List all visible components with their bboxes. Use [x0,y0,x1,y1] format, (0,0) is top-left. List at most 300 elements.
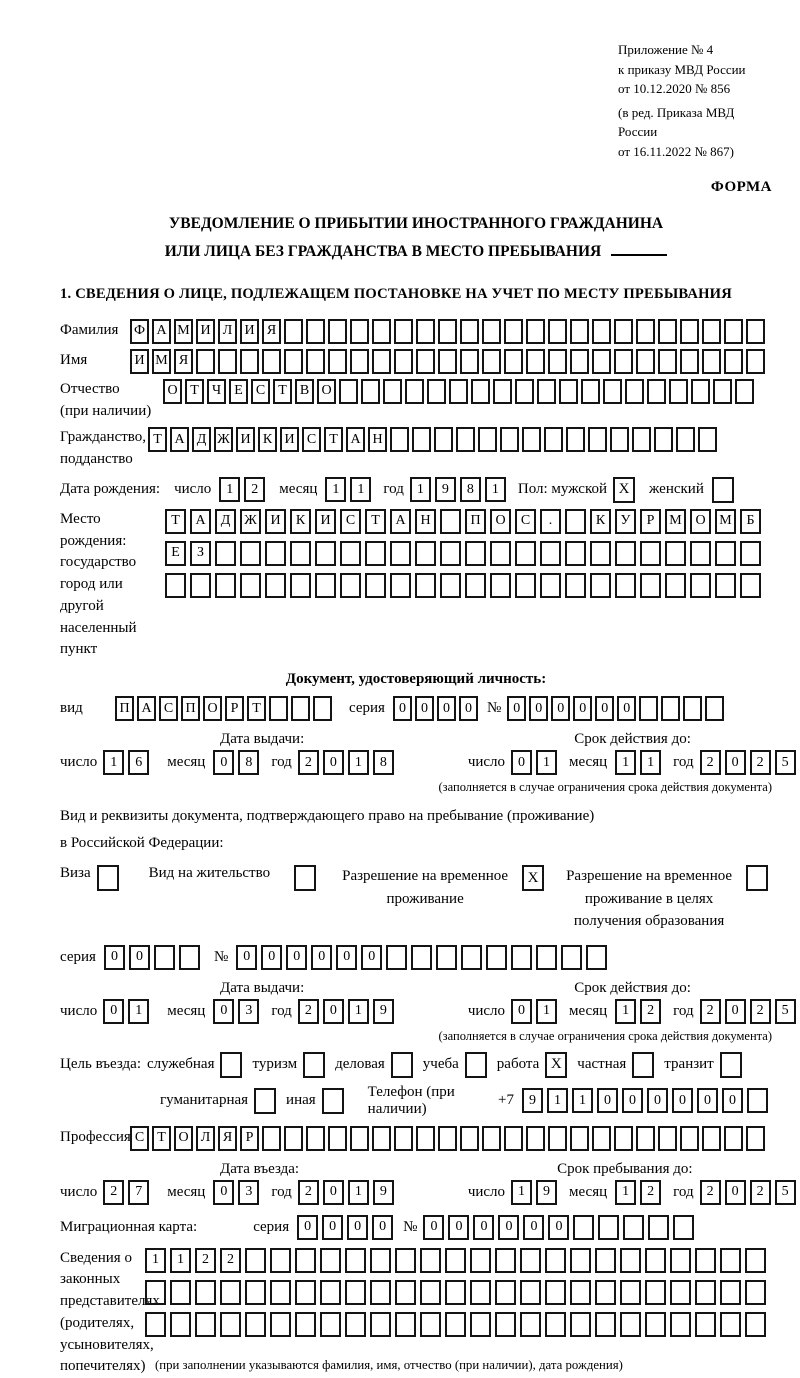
form-cell[interactable] [440,509,461,534]
form-cell[interactable] [290,541,311,566]
form-cell[interactable] [471,379,490,404]
form-cell[interactable] [665,541,686,566]
form-cell[interactable]: 0 [697,1088,718,1113]
birth-day-input[interactable] [219,477,269,502]
form-cell[interactable] [390,427,409,452]
form-cell[interactable]: 0 [103,999,124,1024]
form-cell[interactable] [670,1280,691,1305]
form-cell[interactable]: 9 [522,1088,543,1113]
form-cell[interactable] [145,1280,166,1305]
form-cell[interactable] [220,1280,241,1305]
form-cell[interactable] [658,1126,677,1151]
form-cell[interactable]: 0 [261,945,282,970]
form-cell[interactable] [372,349,391,374]
form-cell[interactable]: К [590,509,611,534]
form-cell[interactable] [720,1280,741,1305]
form-cell[interactable] [504,319,523,344]
form-cell[interactable]: 0 [311,945,332,970]
form-cell[interactable] [270,1248,291,1273]
form-cell[interactable] [745,1248,766,1273]
form-cell[interactable]: О [163,379,182,404]
form-cell[interactable] [411,945,432,970]
form-cell[interactable] [270,1280,291,1305]
form-cell[interactable] [715,573,736,598]
form-cell[interactable]: 7 [128,1180,149,1205]
form-cell[interactable]: 2 [195,1248,216,1273]
form-cell[interactable]: 0 [622,1088,643,1113]
form-cell[interactable]: 0 [347,1215,368,1240]
form-cell[interactable]: И [196,319,215,344]
form-cell[interactable] [648,1215,669,1240]
form-cell[interactable] [490,573,511,598]
form-cell[interactable]: 0 [507,696,526,721]
form-cell[interactable]: 0 [511,750,532,775]
form-cell[interactable] [595,1312,616,1337]
form-cell[interactable] [350,349,369,374]
form-cell[interactable] [495,1312,516,1337]
form-cell[interactable]: 2 [700,1180,721,1205]
form-cell[interactable] [361,379,380,404]
form-cell[interactable] [420,1312,441,1337]
form-cell[interactable]: Ф [130,319,149,344]
form-cell[interactable]: А [170,427,189,452]
form-cell[interactable] [405,379,424,404]
form-cell[interactable]: 5 [775,999,796,1024]
form-cell[interactable] [482,319,501,344]
stay-day[interactable] [511,1180,561,1205]
form-cell[interactable]: 0 [473,1215,494,1240]
form-cell[interactable] [581,379,600,404]
form-cell[interactable] [670,1312,691,1337]
form-cell[interactable] [394,319,413,344]
form-cell[interactable] [306,319,325,344]
form-cell[interactable] [154,945,175,970]
form-cell[interactable] [636,1126,655,1151]
form-cell[interactable] [745,1312,766,1337]
form-cell[interactable] [669,379,688,404]
form-cell[interactable] [240,349,259,374]
residence-issue-day[interactable] [103,999,153,1024]
form-cell[interactable]: 2 [750,1180,771,1205]
form-cell[interactable] [245,1280,266,1305]
form-cell[interactable]: 0 [297,1215,318,1240]
form-cell[interactable] [544,427,563,452]
form-cell[interactable]: Т [152,1126,171,1151]
form-cell[interactable]: 0 [322,1215,343,1240]
form-cell[interactable]: 1 [348,999,369,1024]
form-cell[interactable] [495,1280,516,1305]
form-cell[interactable]: Р [240,1126,259,1151]
form-cell[interactable] [269,696,288,721]
doc-valid-day[interactable] [511,750,561,775]
form-cell[interactable] [570,1312,591,1337]
form-cell[interactable]: 0 [725,1180,746,1205]
form-cell[interactable] [522,427,541,452]
form-cell[interactable] [590,541,611,566]
form-cell[interactable]: 0 [597,1088,618,1113]
form-cell[interactable] [545,1280,566,1305]
form-cell[interactable]: 0 [548,1215,569,1240]
form-cell[interactable] [245,1248,266,1273]
form-cell[interactable]: М [715,509,736,534]
form-cell[interactable]: 0 [448,1215,469,1240]
birth-place-input-row1[interactable] [165,509,765,534]
form-cell[interactable] [395,1312,416,1337]
form-cell[interactable] [724,1126,743,1151]
form-cell[interactable]: 5 [775,1180,796,1205]
form-cell[interactable] [445,1280,466,1305]
form-cell[interactable] [470,1248,491,1273]
form-cell[interactable] [665,573,686,598]
form-cell[interactable] [170,1280,191,1305]
form-cell[interactable] [548,319,567,344]
form-cell[interactable] [265,541,286,566]
form-cell[interactable]: Т [365,509,386,534]
legal-reps-input-row2[interactable] [145,1280,770,1305]
purpose-transit-checkbox[interactable] [720,1052,742,1078]
form-cell[interactable]: 1 [145,1248,166,1273]
form-cell[interactable] [590,573,611,598]
doc-valid-year[interactable] [700,750,800,775]
form-cell[interactable]: 2 [750,750,771,775]
form-cell[interactable] [698,427,717,452]
form-cell[interactable] [415,541,436,566]
form-cell[interactable] [645,1248,666,1273]
doc-valid-month[interactable] [615,750,665,775]
form-cell[interactable] [315,541,336,566]
form-cell[interactable]: 2 [298,1180,319,1205]
form-cell[interactable]: 1 [615,1180,636,1205]
stay-month[interactable] [615,1180,665,1205]
form-cell[interactable]: И [265,509,286,534]
form-cell[interactable] [654,427,673,452]
form-cell[interactable] [690,541,711,566]
form-cell[interactable] [416,349,435,374]
form-cell[interactable] [365,541,386,566]
sex-female-checkbox[interactable] [712,477,734,503]
form-cell[interactable]: С [515,509,536,534]
form-cell[interactable] [394,1126,413,1151]
form-cell[interactable]: 1 [325,477,346,502]
form-cell[interactable] [588,427,607,452]
form-cell[interactable]: 1 [511,1180,532,1205]
form-cell[interactable] [440,573,461,598]
form-cell[interactable]: 2 [640,999,661,1024]
form-cell[interactable] [295,1248,316,1273]
form-cell[interactable] [645,1280,666,1305]
form-cell[interactable] [350,319,369,344]
form-cell[interactable]: 2 [298,999,319,1024]
form-cell[interactable] [702,1126,721,1151]
form-cell[interactable] [520,1280,541,1305]
form-cell[interactable] [345,1312,366,1337]
form-cell[interactable] [680,1126,699,1151]
form-cell[interactable] [320,1248,341,1273]
form-cell[interactable]: 0 [573,696,592,721]
form-cell[interactable]: Е [229,379,248,404]
form-cell[interactable] [284,349,303,374]
form-cell[interactable] [350,1126,369,1151]
form-cell[interactable]: 1 [348,750,369,775]
form-cell[interactable]: 0 [423,1215,444,1240]
form-cell[interactable] [515,379,534,404]
form-cell[interactable] [482,1126,501,1151]
form-cell[interactable] [262,1126,281,1151]
form-cell[interactable] [615,541,636,566]
form-cell[interactable] [195,1280,216,1305]
form-cell[interactable] [328,1126,347,1151]
doc-issue-day[interactable] [103,750,153,775]
form-cell[interactable]: О [690,509,711,534]
form-cell[interactable] [449,379,468,404]
form-cell[interactable]: И [315,509,336,534]
form-cell[interactable] [520,1248,541,1273]
form-cell[interactable] [695,1248,716,1273]
form-cell[interactable] [658,349,677,374]
form-cell[interactable] [595,1280,616,1305]
form-cell[interactable]: 2 [750,999,771,1024]
form-cell[interactable]: 0 [129,945,150,970]
form-cell[interactable] [415,573,436,598]
purpose-study-checkbox[interactable] [465,1052,487,1078]
form-cell[interactable]: 0 [437,696,456,721]
form-cell[interactable] [595,1248,616,1273]
form-cell[interactable] [610,427,629,452]
form-cell[interactable]: 5 [775,750,796,775]
form-cell[interactable]: П [115,696,134,721]
form-cell[interactable]: 0 [523,1215,544,1240]
form-cell[interactable] [658,319,677,344]
form-cell[interactable]: 0 [617,696,636,721]
form-cell[interactable]: 1 [547,1088,568,1113]
form-cell[interactable] [240,541,261,566]
form-cell[interactable]: М [152,349,171,374]
form-cell[interactable]: Ж [240,509,261,534]
entry-day[interactable] [103,1180,153,1205]
form-cell[interactable] [561,945,582,970]
form-cell[interactable]: Т [324,427,343,452]
form-cell[interactable] [504,1126,523,1151]
form-cell[interactable]: Т [273,379,292,404]
form-cell[interactable] [570,319,589,344]
form-cell[interactable]: И [240,319,259,344]
form-cell[interactable] [691,379,710,404]
form-cell[interactable]: Р [225,696,244,721]
form-cell[interactable] [370,1312,391,1337]
form-cell[interactable] [270,1312,291,1337]
form-cell[interactable] [215,541,236,566]
form-cell[interactable] [614,319,633,344]
form-cell[interactable] [720,1312,741,1337]
form-cell[interactable]: Ж [214,427,233,452]
form-cell[interactable] [566,427,585,452]
form-cell[interactable] [647,379,666,404]
form-cell[interactable] [676,427,695,452]
residence-series-input[interactable] [104,945,204,970]
temp-residence-education-checkbox[interactable] [746,865,768,891]
visa-checkbox[interactable] [97,865,119,891]
form-cell[interactable]: 1 [128,999,149,1024]
form-cell[interactable] [328,319,347,344]
form-cell[interactable]: С [302,427,321,452]
form-cell[interactable] [365,573,386,598]
form-cell[interactable] [746,1126,765,1151]
form-cell[interactable]: 1 [615,750,636,775]
form-cell[interactable] [394,349,413,374]
form-cell[interactable] [636,319,655,344]
form-cell[interactable] [746,349,765,374]
form-cell[interactable]: А [152,319,171,344]
form-cell[interactable] [395,1248,416,1273]
form-cell[interactable] [434,427,453,452]
form-cell[interactable] [705,696,724,721]
form-cell[interactable] [196,349,215,374]
form-cell[interactable] [390,541,411,566]
given-name-input[interactable] [130,349,768,374]
form-cell[interactable] [515,541,536,566]
temp-residence-checkbox[interactable]: X [522,865,544,891]
form-cell[interactable]: 1 [170,1248,191,1273]
form-cell[interactable]: У [615,509,636,534]
form-cell[interactable] [386,945,407,970]
form-cell[interactable]: Н [368,427,387,452]
purpose-other-checkbox[interactable] [322,1088,344,1114]
form-cell[interactable] [540,573,561,598]
form-cell[interactable] [295,1280,316,1305]
form-cell[interactable]: З [190,541,211,566]
form-cell[interactable] [614,349,633,374]
form-cell[interactable]: 0 [722,1088,743,1113]
form-cell[interactable] [493,379,512,404]
form-cell[interactable] [548,349,567,374]
form-cell[interactable] [680,349,699,374]
doc-number-input[interactable] [507,696,727,721]
entry-year[interactable] [298,1180,398,1205]
residence-valid-day[interactable] [511,999,561,1024]
form-cell[interactable] [295,1312,316,1337]
form-cell[interactable] [740,541,761,566]
form-cell[interactable]: М [665,509,686,534]
phone-input[interactable] [522,1088,772,1113]
form-cell[interactable] [460,349,479,374]
form-cell[interactable]: П [465,509,486,534]
form-cell[interactable]: Т [247,696,266,721]
form-cell[interactable]: 0 [372,1215,393,1240]
form-cell[interactable] [545,1248,566,1273]
form-cell[interactable] [245,1312,266,1337]
form-cell[interactable] [438,1126,457,1151]
form-cell[interactable]: 0 [286,945,307,970]
form-cell[interactable] [695,1312,716,1337]
form-cell[interactable] [500,427,519,452]
form-cell[interactable] [620,1248,641,1273]
doc-series-input[interactable] [393,696,481,721]
form-cell[interactable]: Л [196,1126,215,1151]
form-cell[interactable] [695,1280,716,1305]
form-cell[interactable] [724,319,743,344]
form-cell[interactable]: 2 [244,477,265,502]
form-cell[interactable]: 9 [373,1180,394,1205]
form-cell[interactable] [586,945,607,970]
form-cell[interactable]: 0 [595,696,614,721]
form-cell[interactable] [461,945,482,970]
form-cell[interactable]: Я [174,349,193,374]
surname-input[interactable] [130,319,768,344]
form-cell[interactable]: В [295,379,314,404]
form-cell[interactable] [445,1248,466,1273]
form-cell[interactable]: О [174,1126,193,1151]
form-cell[interactable] [526,319,545,344]
form-cell[interactable] [195,1312,216,1337]
form-cell[interactable]: 0 [498,1215,519,1240]
form-cell[interactable] [345,1248,366,1273]
form-cell[interactable] [615,573,636,598]
form-cell[interactable]: 8 [373,750,394,775]
form-cell[interactable] [427,379,446,404]
legal-reps-input-row1[interactable] [145,1248,770,1273]
form-cell[interactable] [315,573,336,598]
form-cell[interactable] [640,541,661,566]
form-cell[interactable] [420,1280,441,1305]
form-cell[interactable] [165,573,186,598]
form-cell[interactable]: 0 [323,750,344,775]
form-cell[interactable]: 2 [700,750,721,775]
form-cell[interactable]: 1 [103,750,124,775]
form-cell[interactable]: 1 [410,477,431,502]
form-cell[interactable]: 2 [103,1180,124,1205]
form-cell[interactable] [713,379,732,404]
form-cell[interactable] [636,349,655,374]
form-cell[interactable] [614,1126,633,1151]
form-cell[interactable]: 0 [213,750,234,775]
form-cell[interactable] [465,573,486,598]
form-cell[interactable]: И [130,349,149,374]
migration-card-series-input[interactable] [297,1215,397,1240]
form-cell[interactable]: 2 [700,999,721,1024]
form-cell[interactable] [592,349,611,374]
purpose-humanitarian-checkbox[interactable] [254,1088,276,1114]
form-cell[interactable] [478,427,497,452]
doc-issue-month[interactable] [213,750,263,775]
form-cell[interactable] [215,573,236,598]
form-cell[interactable] [565,541,586,566]
birth-place-input-row2[interactable] [165,541,765,566]
form-cell[interactable] [639,696,658,721]
form-cell[interactable] [340,541,361,566]
form-cell[interactable] [747,1088,768,1113]
residence-number-input[interactable] [236,945,611,970]
form-cell[interactable]: С [159,696,178,721]
form-cell[interactable]: 0 [647,1088,668,1113]
form-cell[interactable]: О [203,696,222,721]
form-cell[interactable] [340,573,361,598]
patronymic-input[interactable] [163,379,757,404]
residence-issue-month[interactable] [213,999,263,1024]
form-cell[interactable]: Т [165,509,186,534]
residence-valid-year[interactable] [700,999,800,1024]
form-cell[interactable]: Р [640,509,661,534]
form-cell[interactable] [570,1248,591,1273]
form-cell[interactable]: 2 [298,750,319,775]
form-cell[interactable] [603,379,622,404]
form-cell[interactable]: 0 [459,696,478,721]
form-cell[interactable]: А [137,696,156,721]
form-cell[interactable]: . [540,509,561,534]
form-cell[interactable] [570,1126,589,1151]
form-cell[interactable]: 2 [640,1180,661,1205]
form-cell[interactable] [598,1215,619,1240]
form-cell[interactable]: 9 [373,999,394,1024]
